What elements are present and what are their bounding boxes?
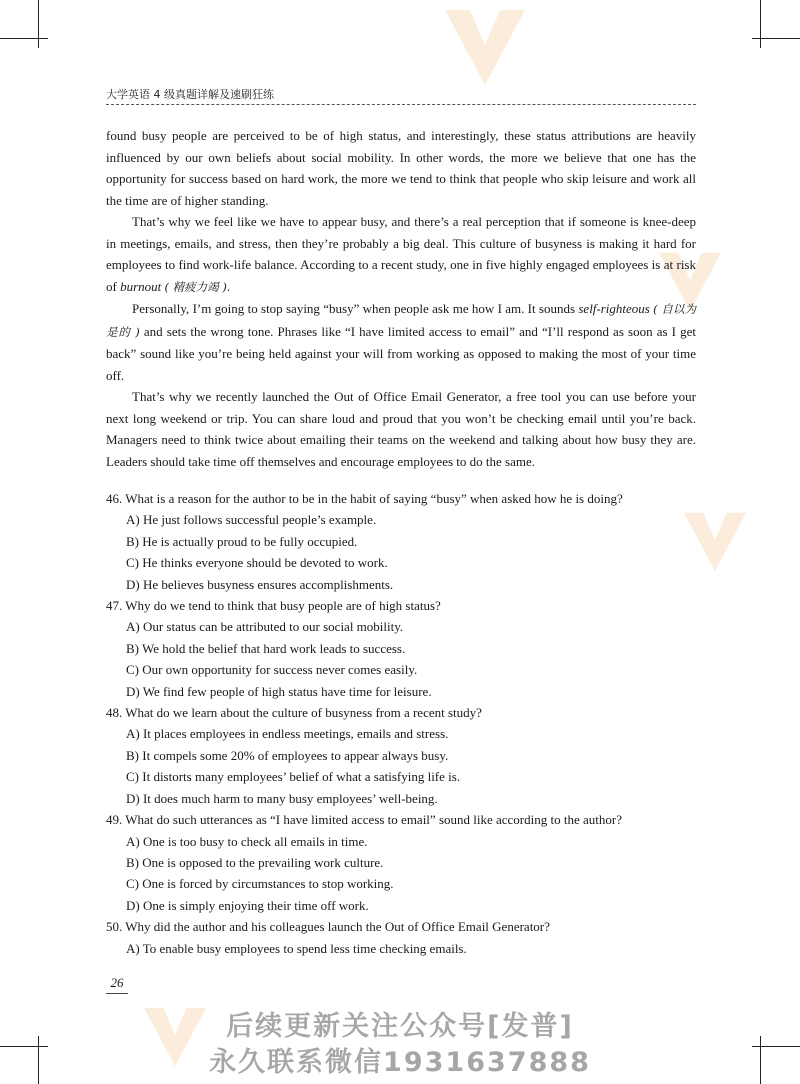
question-stem: 48. What do we learn about the culture of busyness from a recent study? xyxy=(106,705,482,721)
crop-mark-top-right-h xyxy=(752,38,800,39)
crop-mark-top-left-h xyxy=(0,38,48,39)
answer-option: D) One is simply enjoying their time off work. xyxy=(126,897,369,913)
watermark-text-line-2: 永久联系微信1931637888 xyxy=(209,1047,591,1078)
vocab-term-burnout: burnout xyxy=(120,278,162,294)
question-stem: 50. Why did the author and his colleagues launch the Out of Office Email Generator? xyxy=(106,919,550,935)
answer-option: B) One is opposed to the prevailing work culture. xyxy=(126,854,384,870)
header-divider xyxy=(106,104,696,105)
page-number: 26 xyxy=(106,975,128,994)
answer-option: B) It compels some 20% of employees to appear always busy. xyxy=(126,747,449,763)
paragraph-2 xyxy=(106,211,696,298)
reading-passage xyxy=(106,125,696,472)
paragraph-4: That’s why we recently launched the Out of Office Email Generator, a free tool you can use before your next long weekend or trip. You can share loud and proud that you won’t be checking email until you’re back. Managers need to think twice about emailing their teams on the weekend and talking about how busy they are. Leaders should take time off themselves and encourage employees to do the same. xyxy=(106,389,696,469)
answer-option: A) He just follows successful people’s example. xyxy=(126,512,377,528)
answer-option: C) One is forced by circumstances to stop working. xyxy=(126,876,394,892)
paragraph-3 xyxy=(106,298,696,386)
question-item xyxy=(106,488,696,595)
crop-mark-top-right-v xyxy=(760,0,761,48)
answer-option: A) One is too busy to check all emails in time. xyxy=(126,833,368,849)
answer-option: A) To enable busy employees to spend less time checking emails. xyxy=(126,940,467,956)
brand-logo-watermark xyxy=(440,0,530,90)
question-stem: 49. What do such utterances as “I have limited access to email” sound like according to the author? xyxy=(106,812,622,828)
paragraph-3-text-start: Personally, I’m going to stop saying “busy” when people ask me how I am. It sounds xyxy=(132,301,579,316)
answer-option: D) He believes busyness ensures accomplishments. xyxy=(126,576,394,592)
answer-option: D) We find few people of high status have time for leisure. xyxy=(126,683,432,699)
question-item xyxy=(106,916,696,959)
vocab-term-self-righteous: self-righteous xyxy=(578,301,650,316)
answer-option: C) It distorts many employees’ belief of what a satisfying life is. xyxy=(126,769,461,785)
question-stem: 47. Why do we tend to think that busy people are of high status? xyxy=(106,598,441,614)
question-item xyxy=(106,809,696,916)
vocab-gloss-self-righteous: ( 自以为是的 ) xyxy=(106,302,696,339)
answer-option: C) He thinks everyone should be devoted to work. xyxy=(126,555,388,571)
answer-option: D) It does much harm to many busy employees’ well-being. xyxy=(126,790,438,806)
answer-option: C) Our own opportunity for success never comes easily. xyxy=(126,662,418,678)
question-stem: 46. What is a reason for the author to be in the habit of saying “busy” when asked how he is doing? xyxy=(106,491,623,506)
question-item xyxy=(106,595,696,702)
vocab-gloss-burnout: ( 精疲力竭 ). xyxy=(164,279,231,294)
paragraph-2-text: That’s why we feel like we have to appear busy, and there’s a real perception that if someone is knee-deep in meetings, emails, and stress, then they’re probably a big deal. This culture of busyness is making it hard for employees to find work-life balance. According to a recent study, one in five highly engaged employees is at risk of xyxy=(106,214,696,294)
answer-option: A) It places employees in endless meetings, emails and stress. xyxy=(126,726,449,742)
crop-mark-top-left-v xyxy=(38,0,39,48)
watermark-text-line-1: 后续更新关注公众号[发普] xyxy=(226,1011,574,1042)
running-header: 大学英语 4 级真题详解及速刷狂练 xyxy=(106,88,274,101)
answer-option: B) He is actually proud to be fully occupied. xyxy=(126,533,358,549)
answer-option: A) Our status can be attributed to our social mobility. xyxy=(126,619,404,635)
paragraph-1: found busy people are perceived to be of high status, and interestingly, these status attributions are heavily influenced by our own beliefs about social mobility. In other words, the more we believe that one has the opportunity for success based on hard work, the more we tend to think that people who skip leisure and work all the time are of higher standing. xyxy=(106,128,696,208)
paragraph-3-text-end: and sets the wrong tone. Phrases like “I have limited access to email” and “I’ll respond as soon as I get back” sound like you’re being held against your will from working as opposed to making the most of your time off. xyxy=(106,323,696,383)
question-list xyxy=(106,488,696,959)
question-item xyxy=(106,702,696,809)
answer-option: B) We hold the belief that hard work leads to success. xyxy=(126,640,406,656)
